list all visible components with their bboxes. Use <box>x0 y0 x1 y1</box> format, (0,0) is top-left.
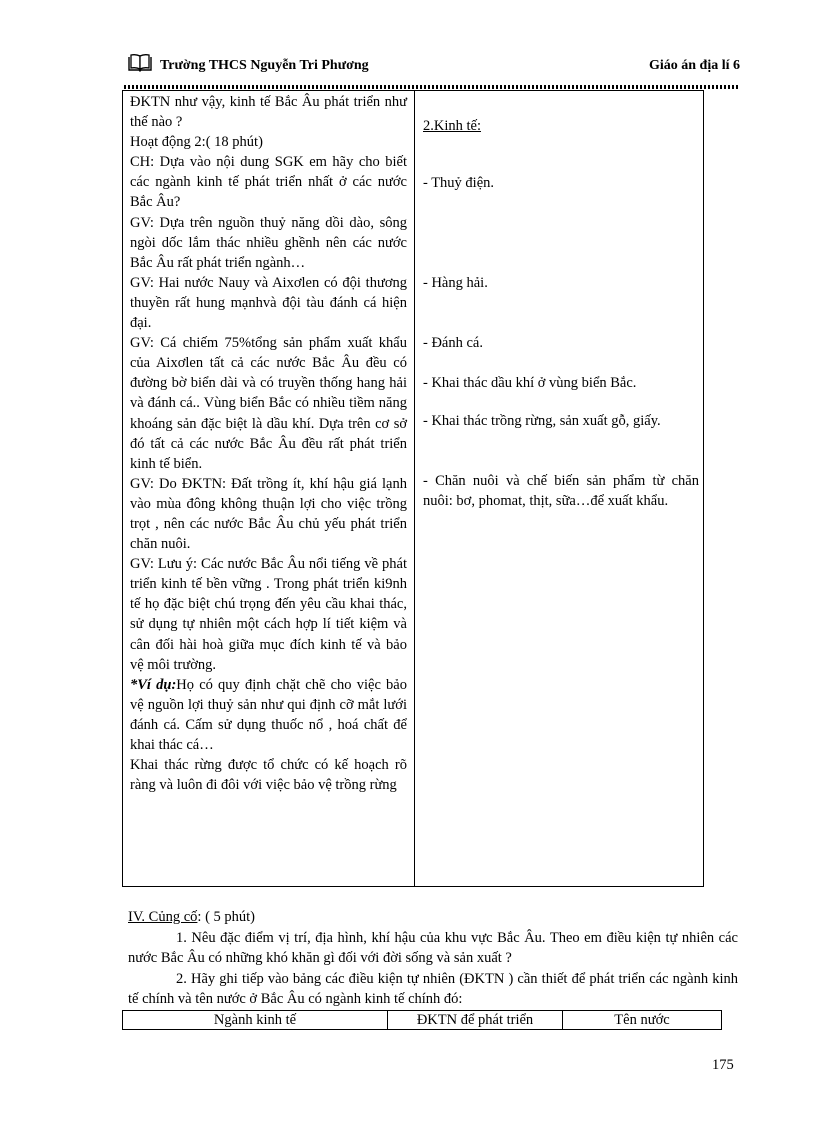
list-item: - Thuỷ điện. <box>423 175 495 191</box>
paragraph: GV: Hai nước Nauy và Aixơlen có đội thương thuyền rất hung mạnhvà đội tàu đánh cá hiện đại. <box>130 274 407 332</box>
paragraph: GV: Do ĐKTN: Đất trồng ít, khí hậu giá lạnh vào mùa đông không thuận lợi cho việc trồng trọt , nên các nước Bắc Âu chủ yếu phát triển chăn nuôi. <box>130 475 407 553</box>
section-heading: 2.Kinh tế: <box>423 118 481 134</box>
list-item: - Khai thác dầu khí ở vùng biển Bắc. <box>423 375 637 391</box>
list-item: - Hàng hải. <box>423 275 488 291</box>
paragraph: Khai thác rừng được tổ chức có kế hoạch rõ ràng và luôn đi đôi với việc bảo vệ trồng rừng <box>130 757 407 794</box>
example-paragraph <box>130 675 407 755</box>
column-divider <box>414 91 415 886</box>
paragraph: CH: Dựa vào nội dung SGK em hãy cho biết các ngành kinh tế phát triển nhất ở các nước Bắc Âu? <box>130 154 407 211</box>
paragraph: ĐKTN như vậy, kinh tế Bắc Âu phát triển như thế nào ? <box>130 94 407 131</box>
page-header <box>128 52 742 80</box>
list-item: - Chăn nuôi và chế biến sản phẩm từ chăn nuôi: bơ, phomat, thịt, sữa…để xuất khẩu. <box>423 473 699 509</box>
table-header-cell: Tên nước <box>563 1011 722 1030</box>
lesson-table <box>122 90 704 887</box>
question: 1. Nêu đặc điểm vị trí, địa hình, khí hậu của khu vực Bắc Âu. Theo em điều kiện tự nhiên các nước Bắc Âu có những khó khăn gì đối với đời sống và sản xuất ? <box>128 929 738 966</box>
table-header-row <box>123 1011 722 1030</box>
paragraph: GV: Dựa trên nguồn thuỷ năng dồi dào, sông ngòi dốc lắm thác nhiều ghềnh nên các nước Bắc Âu rất phát triển ngành… <box>130 214 407 271</box>
question: 2. Hãy ghi tiếp vào bảng các điều kiện tự nhiên (ĐKTN ) cần thiết để phát triển các ngành kinh tế chính và tên nước ở Bắc Âu có ngành kinh tế chính đó: <box>128 970 738 1007</box>
activity-heading: Hoạt động 2:( 18 phút) <box>130 134 263 151</box>
book-icon <box>128 54 152 72</box>
example-label: *Ví dụ: <box>130 676 177 693</box>
table-header-cell: Ngành kinh tế <box>123 1011 388 1030</box>
paragraph: GV: Lưu ý: Các nước Bắc Âu nổi tiếng về phát triển kinh tế bền vững . Trong phát triển ki9nh tế họ đặc biệt chú trọng đến yêu cầu khai thác, sử dụng tự nhiên một cách hợp lí tiết kiệm và cân đối hài hoà giữa mục đích kinh tế và bảo vệ môi trường. <box>130 556 407 673</box>
summary-heading: IV. Củng cố: ( 5 phút) <box>128 909 256 925</box>
example-text: Họ có quy định chặt chẽ cho việc bảo vệ nguồn lợi thuỷ sản như qui định cỡ mắt lưới đánh cá. Cấm sử dụng thuốc nổ , hoá chất để khai thác cá… <box>130 676 407 753</box>
paragraph: GV: Cá chiếm 75%tổng sản phẩm xuất khẩu của Aixơlen tất cả các nước Bắc Âu đều có đường bờ biển dài và có truyền thống hang hải và đánh cá.. Vùng biển Bắc có nhiều tiềm năng khoáng sản đặc biệt là dầu khí. Dựa trên cơ sở đó tất cả các nước Bắc Âu đều rất phát triển kinh tế biển. <box>130 335 407 472</box>
table-header-cell: ĐKTN để phát triển <box>388 1011 563 1030</box>
list-item: - Khai thác trồng rừng, sản xuất gỗ, giấy. <box>423 413 661 429</box>
teacher-activity-column <box>130 92 407 795</box>
list-item: - Đánh cá. <box>423 335 483 351</box>
school-name: Trường THCS Nguyễn Tri Phương <box>160 58 369 73</box>
summary-section <box>128 907 738 1010</box>
subject-title: Giáo án địa lí 6 <box>648 58 740 73</box>
page-number: 175 <box>712 1057 734 1073</box>
exercise-table <box>122 1010 722 1030</box>
